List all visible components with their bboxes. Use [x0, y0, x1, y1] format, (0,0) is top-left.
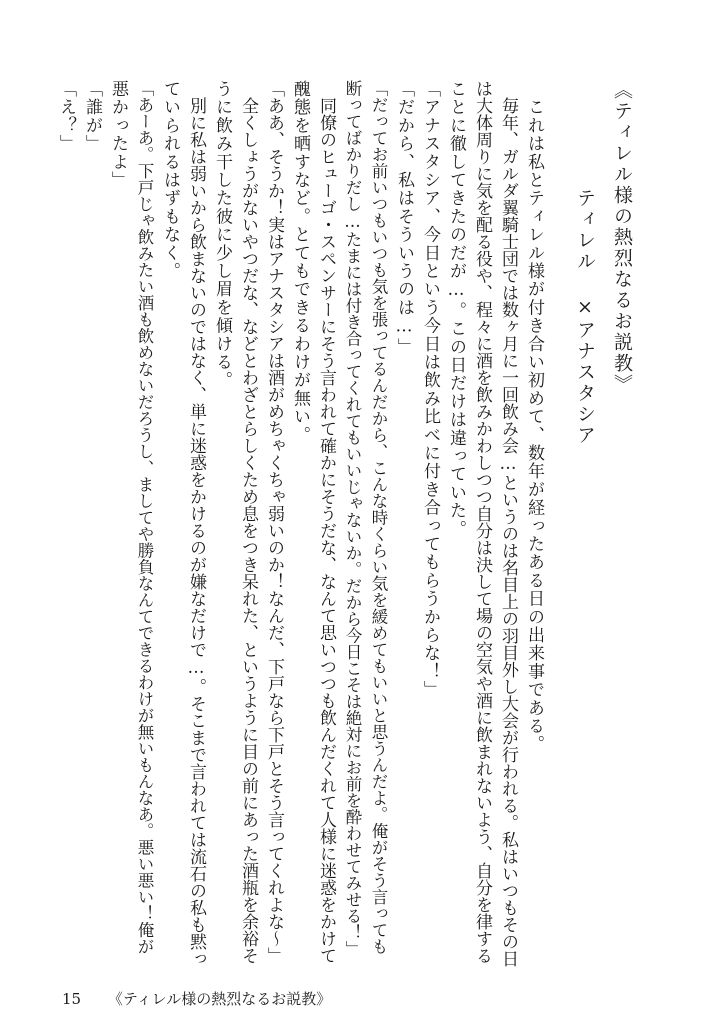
body-line: 「アナスタシア、今日という今日は飲み比べに付き合ってもらうからな！」 [420, 80, 440, 699]
body-line: 毎年、ガルダ翼騎士団では数ヶ月に一回飲み会…というのは名目上の羽目外し大会が行われる。私はいつもその日 [498, 80, 518, 967]
body-line: 「ああ、そうか！実はアナスタシアは酒がめちゃくちゃ弱いのか！なんだ、下戸なら下戸とそう言ってくれよな～」 [264, 80, 284, 964]
body-line: 「え？」 [56, 80, 76, 153]
body-line: は大体周りに気を配る役や、程々に酒を飲みかわしつつ自分は決して場の空気や酒に飲まれないよう、自分を律する [472, 80, 492, 964]
body-line: 「だってお前いつもいつも気を張ってるんだから、こんな時くらい気を緩めてもいいと思うんだよ。俺がそう言っても [369, 80, 388, 955]
body-line: ていられるはずもなく。 [160, 80, 180, 281]
body-line: ことに徹してきたのだが…。この日だけは違っていた。 [446, 80, 466, 538]
body-line: 「誰が」 [82, 80, 102, 153]
body-line: これは私とティレル様が付き合い初めて、数年が経ったある日の出来事である。 [524, 80, 544, 754]
body-line: 「あーあ。下戸じゃ飲みたい酒も飲めないだろうし、ましてや勝負なんてできるわけが無いもんなあ。悪い悪い！俺が [135, 80, 154, 955]
body-line: 断ってばかりだし…たまには付き合ってくれてもいいじゃないか。だから今日こそは絶対にお前を酔わせてみせる！」 [343, 80, 362, 957]
body-line: 醜態を晒すなど。とてもできるわけが無い。 [290, 80, 310, 444]
running-title: 《ティレル様の熱烈なるお説教》 [107, 990, 332, 1008]
body-line: 悪かったよ」 [108, 80, 128, 190]
body-line: 全くしょうがないやつだな、などとわざとらしくため息をつき呆れた、というように目の前にあった酒瓶を余裕そ [238, 80, 258, 964]
body-line: 「だから、私はそういうのは…」 [394, 80, 414, 356]
body-line: うに飲み干した彼に少し眉を傾ける。 [212, 80, 232, 390]
chapter-subtitle: ティレル ×アナスタシア [574, 188, 596, 446]
body-line: 別に私は弱いから飲まないのではなく、単に迷惑をかけるのが嫌なだけで…。そこまで言われては流石の私も黙っ [186, 80, 206, 967]
page-footer [62, 988, 353, 1009]
chapter-title: 《ティレル様の熱烈なるお説教》 [611, 80, 633, 395]
body-line: 同僚のヒューゴ・スペンサーにそう言われて確かにそうだな、なんて思いつつも飲んだくれて人様に迷惑をかけて [316, 80, 336, 964]
page-number: 15 [62, 990, 82, 1008]
